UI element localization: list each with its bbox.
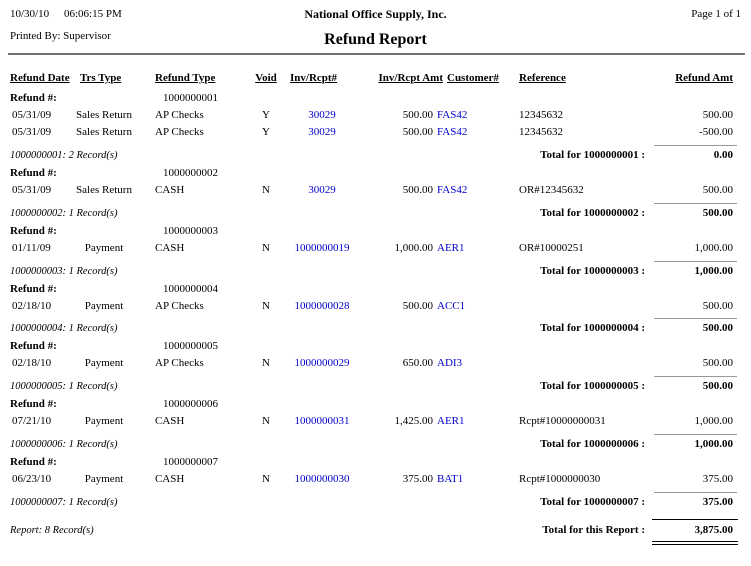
refund-date-cell: 05/31/09 bbox=[12, 109, 52, 121]
customer-link[interactable]: BAT1 bbox=[437, 473, 464, 485]
refund-number-value: 1000000004 bbox=[163, 283, 218, 295]
void-cell: N bbox=[262, 473, 270, 485]
refund-date-cell: 02/18/10 bbox=[12, 300, 52, 312]
inv-rcpt-amt-cell: 1,425.00 bbox=[394, 415, 433, 427]
col-refund-amt: Refund Amt bbox=[675, 72, 733, 84]
refund-amt-cell: 1,000.00 bbox=[694, 415, 733, 427]
refund-number-label: Refund #: bbox=[10, 283, 57, 295]
refund-number-label: Refund #: bbox=[10, 225, 57, 237]
group-total-label: Total for 1000000005 : bbox=[540, 380, 645, 392]
trs-type-cell: Payment bbox=[84, 357, 124, 369]
reference-cell: 12345632 bbox=[519, 126, 563, 138]
inv-rcpt-amt-cell: 500.00 bbox=[402, 184, 433, 196]
group-header bbox=[0, 283, 751, 297]
customer-link[interactable]: ADI3 bbox=[437, 357, 463, 369]
group-total-label: Total for 1000000002 : bbox=[540, 207, 645, 219]
inv-rcpt-link[interactable]: 1000000019 bbox=[294, 242, 350, 254]
group-total-rule bbox=[654, 492, 737, 493]
inv-rcpt-link[interactable]: 1000000030 bbox=[294, 473, 350, 485]
refund-type-cell: AP Checks bbox=[155, 109, 204, 121]
refund-date-cell: 05/31/09 bbox=[12, 126, 52, 138]
group-summary-row bbox=[0, 438, 751, 452]
report-header-line1 bbox=[0, 8, 751, 22]
refund-date-cell: 02/18/10 bbox=[12, 357, 52, 369]
table-row bbox=[0, 242, 751, 256]
void-cell: Y bbox=[262, 109, 270, 121]
group-total-amount: 1,000.00 bbox=[694, 438, 733, 450]
group-record-count: 1000000005: 1 Record(s) bbox=[10, 381, 118, 392]
group-total-rule bbox=[654, 261, 737, 262]
trs-type-cell: Sales Return bbox=[76, 184, 132, 196]
refund-number-value: 1000000002 bbox=[163, 167, 218, 179]
group-total-rule bbox=[654, 145, 737, 146]
reference-cell: Rcpt#1000000030 bbox=[519, 473, 601, 485]
report-record-count: Report: 8 Record(s) bbox=[10, 525, 94, 536]
group-total-label: Total for 1000000001 : bbox=[540, 149, 645, 161]
inv-rcpt-link[interactable]: 30029 bbox=[308, 109, 336, 121]
refund-number-label: Refund #: bbox=[10, 398, 57, 410]
group-summary-row bbox=[0, 380, 751, 394]
report-summary-row bbox=[0, 524, 751, 538]
refund-type-cell: CASH bbox=[155, 473, 185, 485]
refund-number-label: Refund #: bbox=[10, 92, 57, 104]
inv-rcpt-amt-cell: 1,000.00 bbox=[394, 242, 433, 254]
refund-type-cell: AP Checks bbox=[155, 126, 204, 138]
void-cell: Y bbox=[262, 126, 270, 138]
report-total-label: Total for this Report : bbox=[542, 524, 645, 536]
group-total-amount: 500.00 bbox=[702, 380, 733, 392]
inv-rcpt-link[interactable]: 30029 bbox=[308, 184, 336, 196]
group-record-count: 1000000001: 2 Record(s) bbox=[10, 150, 118, 161]
printed-by: Printed By: Supervisor bbox=[10, 30, 111, 42]
reference-cell: Rcpt#10000000031 bbox=[519, 415, 606, 427]
refund-number-value: 1000000006 bbox=[163, 398, 218, 410]
inv-rcpt-link[interactable]: 1000000029 bbox=[294, 357, 350, 369]
table-row bbox=[0, 109, 751, 123]
group-summary-row bbox=[0, 265, 751, 279]
group-total-label: Total for 1000000007 : bbox=[540, 496, 645, 508]
refund-date-cell: 06/23/10 bbox=[12, 473, 52, 485]
trs-type-cell: Payment bbox=[84, 242, 124, 254]
refund-number-value: 1000000001 bbox=[163, 92, 218, 104]
group-summary-row bbox=[0, 149, 751, 163]
refund-amt-cell: 1,000.00 bbox=[694, 242, 733, 254]
inv-rcpt-amt-cell: 375.00 bbox=[402, 473, 433, 485]
reference-cell: OR#12345632 bbox=[519, 184, 584, 196]
trs-type-cell: Sales Return bbox=[76, 126, 132, 138]
refund-type-cell: CASH bbox=[155, 184, 185, 196]
inv-rcpt-link[interactable]: 1000000031 bbox=[294, 415, 350, 427]
customer-link[interactable]: AER1 bbox=[437, 242, 465, 254]
company-name: National Office Supply, Inc. bbox=[304, 7, 447, 21]
group-record-count: 1000000006: 1 Record(s) bbox=[10, 439, 118, 450]
col-trs-type: Trs Type bbox=[80, 72, 122, 84]
inv-rcpt-amt-cell: 500.00 bbox=[402, 109, 433, 121]
print-time: 06:06:15 PM bbox=[64, 8, 122, 20]
refund-number-label: Refund #: bbox=[10, 340, 57, 352]
table-row bbox=[0, 126, 751, 140]
refund-number-value: 1000000003 bbox=[163, 225, 218, 237]
group-header bbox=[0, 167, 751, 181]
inv-rcpt-amt-cell: 650.00 bbox=[402, 357, 433, 369]
refund-number-label: Refund #: bbox=[10, 456, 57, 468]
refund-number-value: 1000000005 bbox=[163, 340, 218, 352]
customer-link[interactable]: ACC1 bbox=[437, 300, 466, 312]
group-record-count: 1000000003: 1 Record(s) bbox=[10, 266, 118, 277]
table-row bbox=[0, 473, 751, 487]
reference-cell: OR#10000251 bbox=[519, 242, 584, 254]
group-total-rule bbox=[654, 376, 737, 377]
inv-rcpt-amt-cell: 500.00 bbox=[402, 126, 433, 138]
page-number: Page 1 of 1 bbox=[691, 8, 741, 20]
table-row bbox=[0, 184, 751, 198]
group-total-label: Total for 1000000004 : bbox=[540, 322, 645, 334]
group-total-label: Total for 1000000003 : bbox=[540, 265, 645, 277]
refund-type-cell: AP Checks bbox=[155, 357, 204, 369]
refund-type-cell: CASH bbox=[155, 242, 185, 254]
group-record-count: 1000000007: 1 Record(s) bbox=[10, 497, 118, 508]
print-date: 10/30/10 bbox=[10, 8, 50, 20]
refund-amt-cell: 375.00 bbox=[702, 473, 733, 485]
col-inv-rcpt: Inv/Rcpt# bbox=[290, 72, 338, 84]
void-cell: N bbox=[262, 357, 270, 369]
void-cell: N bbox=[262, 415, 270, 427]
group-header bbox=[0, 225, 751, 239]
refund-type-cell: CASH bbox=[155, 415, 185, 427]
inv-rcpt-link[interactable]: 30029 bbox=[308, 126, 336, 138]
trs-type-cell: Payment bbox=[84, 473, 124, 485]
group-header bbox=[0, 340, 751, 354]
group-record-count: 1000000004: 1 Record(s) bbox=[10, 323, 118, 334]
group-total-label: Total for 1000000006 : bbox=[540, 438, 645, 450]
col-refund-type: Refund Type bbox=[155, 72, 216, 84]
group-total-amount: 375.00 bbox=[702, 496, 733, 508]
customer-link[interactable]: AER1 bbox=[437, 415, 465, 427]
header-divider bbox=[8, 53, 745, 55]
group-summary-row bbox=[0, 207, 751, 221]
col-void: Void bbox=[255, 72, 277, 84]
report-total-double-underline bbox=[652, 541, 738, 545]
col-reference: Reference bbox=[519, 72, 566, 84]
group-summary-row bbox=[0, 322, 751, 336]
table-row bbox=[0, 357, 751, 371]
inv-rcpt-amt-cell: 500.00 bbox=[402, 300, 433, 312]
void-cell: N bbox=[262, 242, 270, 254]
report-total-amount: 3,875.00 bbox=[694, 524, 733, 536]
reference-cell: 12345632 bbox=[519, 109, 563, 121]
refund-number-value: 1000000007 bbox=[163, 456, 218, 468]
group-summary-row bbox=[0, 496, 751, 510]
trs-type-cell: Sales Return bbox=[76, 109, 132, 121]
trs-type-cell: Payment bbox=[84, 300, 124, 312]
customer-link[interactable]: FAS42 bbox=[437, 126, 468, 138]
group-total-rule bbox=[654, 318, 737, 319]
group-record-count: 1000000002: 1 Record(s) bbox=[10, 208, 118, 219]
refund-date-cell: 05/31/09 bbox=[12, 184, 52, 196]
trs-type-cell: Payment bbox=[84, 415, 124, 427]
col-inv-rcpt-amt: Inv/Rcpt Amt bbox=[378, 72, 443, 84]
refund-number-label: Refund #: bbox=[10, 167, 57, 179]
column-header-row bbox=[0, 72, 751, 86]
report-total-rule bbox=[652, 519, 738, 520]
col-customer: Customer# bbox=[447, 72, 499, 84]
table-row bbox=[0, 415, 751, 429]
group-total-amount: 1,000.00 bbox=[694, 265, 733, 277]
void-cell: N bbox=[262, 300, 270, 312]
refund-amt-cell: 500.00 bbox=[702, 109, 733, 121]
refund-amt-cell: -500.00 bbox=[699, 126, 733, 138]
refund-amt-cell: 500.00 bbox=[702, 300, 733, 312]
refund-type-cell: AP Checks bbox=[155, 300, 204, 312]
report-title-line bbox=[0, 33, 751, 53]
refund-amt-cell: 500.00 bbox=[702, 357, 733, 369]
inv-rcpt-link[interactable]: 1000000028 bbox=[294, 300, 350, 312]
void-cell: N bbox=[262, 184, 270, 196]
group-total-amount: 500.00 bbox=[702, 322, 733, 334]
group-total-amount: 500.00 bbox=[702, 207, 733, 219]
group-header bbox=[0, 456, 751, 470]
table-row bbox=[0, 300, 751, 314]
refund-date-cell: 01/11/09 bbox=[12, 242, 51, 254]
group-total-rule bbox=[654, 434, 737, 435]
group-header bbox=[0, 398, 751, 412]
refund-date-cell: 07/21/10 bbox=[12, 415, 52, 427]
col-refund-date: Refund Date bbox=[10, 72, 70, 84]
customer-link[interactable]: FAS42 bbox=[437, 109, 468, 121]
refund-amt-cell: 500.00 bbox=[702, 184, 733, 196]
page-title: Refund Report bbox=[324, 31, 427, 48]
group-total-rule bbox=[654, 203, 737, 204]
group-header bbox=[0, 92, 751, 106]
group-total-amount: 0.00 bbox=[713, 149, 733, 161]
customer-link[interactable]: FAS42 bbox=[437, 184, 468, 196]
